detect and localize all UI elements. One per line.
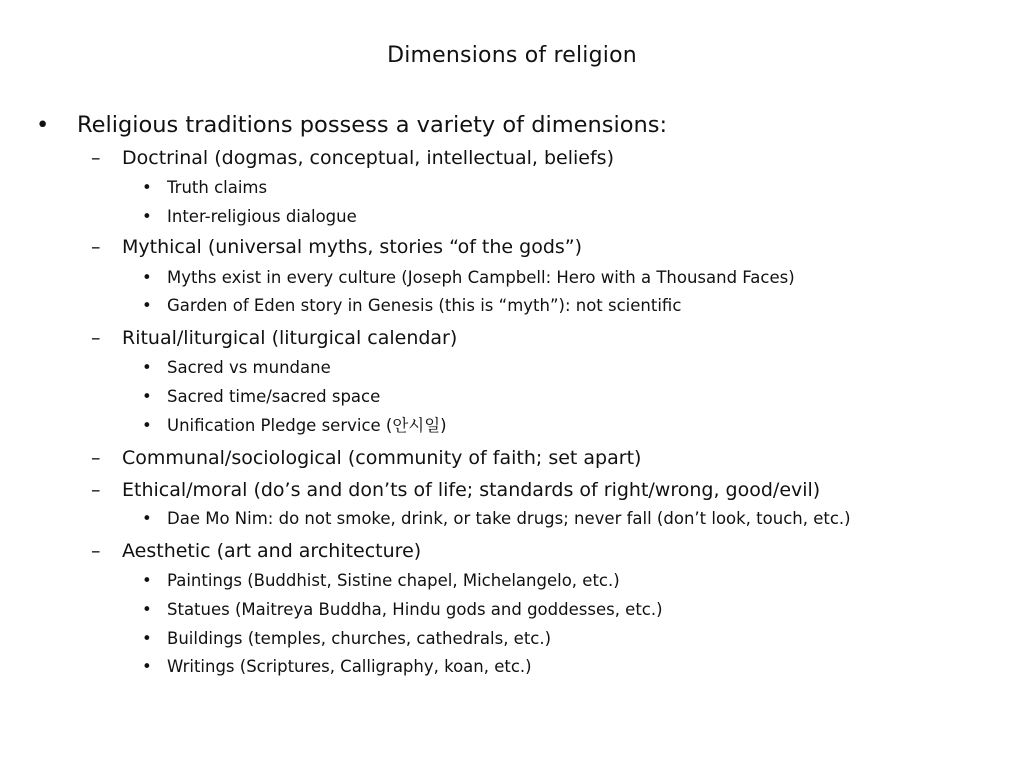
sub-item: Paintings (Buddhist, Sistine chapel, Michelangelo, etc.) <box>167 571 620 590</box>
sub-item: Writings (Scriptures, Calligraphy, koan, etc.) <box>167 657 532 676</box>
bullet-icon: • <box>142 600 152 619</box>
bullet-icon: • <box>142 571 152 590</box>
bullet-icon: • <box>142 629 152 648</box>
dash-icon: – <box>91 327 101 349</box>
bullet-icon: • <box>142 178 152 197</box>
main-point: Religious traditions possess a variety of dimensions: <box>77 112 668 138</box>
dash-icon: – <box>91 447 101 469</box>
sub-item: Sacred time/sacred space <box>167 387 381 406</box>
bullet-icon: • <box>142 657 152 676</box>
slide-title: Dimensions of religion <box>387 43 637 68</box>
dimension-label: Ethical/moral (do’s and don’ts of life; standards of right/wrong, good/evil) <box>122 479 821 501</box>
dimension-label: Communal/sociological (community of faith; set apart) <box>122 447 642 469</box>
bullet-icon: • <box>142 358 152 377</box>
sub-item: Statues (Maitreya Buddha, Hindu gods and goddesses, etc.) <box>167 600 663 619</box>
bullet-icon: • <box>142 268 152 287</box>
sub-item: Inter-religious dialogue <box>167 207 357 226</box>
sub-item: Buildings (temples, churches, cathedrals, etc.) <box>167 629 552 648</box>
bullet-icon: • <box>142 416 152 435</box>
bullet-icon: • <box>142 296 152 315</box>
bullet-icon: • <box>142 509 152 528</box>
sub-item: Truth claims <box>167 178 268 197</box>
bullet-icon: • <box>36 112 50 138</box>
dash-icon: – <box>91 540 101 562</box>
dimension-label: Ritual/liturgical (liturgical calendar) <box>122 327 458 349</box>
dash-icon: – <box>91 236 101 258</box>
bullet-icon: • <box>142 207 152 226</box>
dimension-label: Aesthetic (art and architecture) <box>122 540 422 562</box>
sub-item: Dae Mo Nim: do not smoke, drink, or take drugs; never fall (don’t look, touch, etc.) <box>167 509 851 528</box>
sub-item: Sacred vs mundane <box>167 358 331 377</box>
dash-icon: – <box>91 479 101 501</box>
sub-item: Unification Pledge service (안시일) <box>167 416 447 435</box>
dimension-label: Mythical (universal myths, stories “of the gods”) <box>122 236 583 258</box>
sub-item: Garden of Eden story in Genesis (this is “myth”): not scientific <box>167 296 682 315</box>
dash-icon: – <box>91 147 101 169</box>
dimension-label: Doctrinal (dogmas, conceptual, intellectual, beliefs) <box>122 147 614 169</box>
bullet-icon: • <box>142 387 152 406</box>
sub-item: Myths exist in every culture (Joseph Campbell: Hero with a Thousand Faces) <box>167 268 795 287</box>
